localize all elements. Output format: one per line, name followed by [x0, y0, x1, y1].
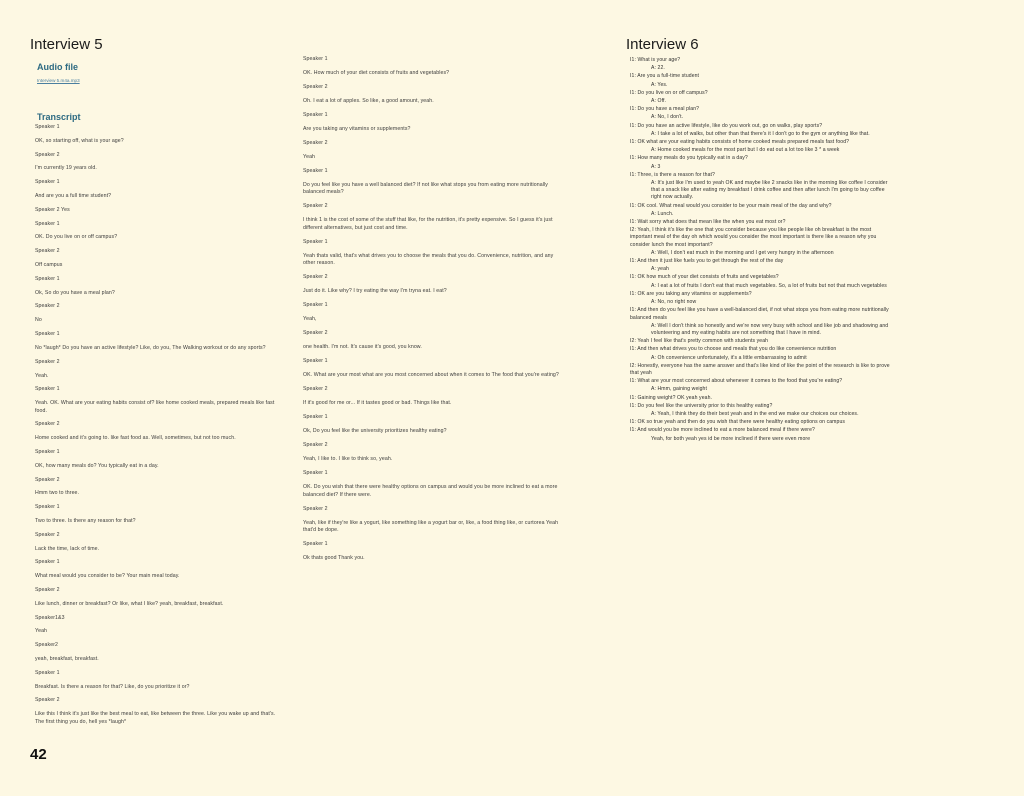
speaker-label: Speaker 1: [35, 386, 60, 393]
speaker-label: Speaker 1: [35, 559, 60, 566]
answer-line: A: No, I don't.: [651, 114, 684, 121]
question-line: I1: How many meals do you typically eat in a day?: [630, 155, 748, 162]
page-number: 42: [30, 746, 47, 763]
speaker-label: Speaker 2: [303, 386, 328, 393]
answer-line: A: yeah: [651, 266, 669, 273]
audio-file-heading: Audio file: [37, 62, 78, 72]
answer-line: A: I take a lot of walks, but other than that there's it I don't go to the gym or anything like that.: [651, 130, 870, 137]
answer-line: A: Well, I don't eat much in the morning and I get very hungry in the afternoon: [651, 249, 834, 256]
speaker-label: Speaker 2: [303, 505, 328, 512]
speaker-label: Speaker 2: [303, 84, 328, 90]
speaker-label: Speaker 2: [35, 476, 60, 483]
transcript-heading: Transcript: [37, 112, 81, 122]
question-line: I1: Gaining weight? OK yeah yeah.: [630, 394, 713, 401]
speaker-label: Speaker 2: [35, 421, 60, 428]
speaker-label: Speaker 1: [303, 112, 328, 119]
speaker-label: Speaker 2 Yes: [35, 206, 70, 213]
answer-line: A: 3: [651, 163, 661, 170]
question-line: I2: Yeah I feel like that's pretty common with students yeah: [630, 338, 769, 345]
interview-5-transcript-column-1: [35, 124, 285, 744]
speaker-label: Speaker 2: [303, 442, 328, 449]
speaker-label: Speaker 1: [303, 168, 328, 175]
transcript-line: Yeah.: [35, 372, 49, 379]
transcript-line: OK. Do you wish that there were healthy options on campus and would you be more inclined to eat a more balanced diet? If there were.: [303, 484, 558, 498]
speaker-label: Speaker2: [35, 642, 59, 649]
speaker-label: Speaker 2: [35, 303, 60, 310]
answer-line: A: Well I don't think so honestly and we're now very busy with school and like job and shadowing and volunteering and my eating habits are not something that I have in mind.: [651, 322, 889, 336]
question-line: I2: Yeah, I think it's like the one that you consider because you like people like oh breakfast is the most important meal of the day oh which would you consider the most important is there like a reason why you consider lunch the most important?: [630, 227, 877, 248]
speaker-label: Speaker 2: [303, 140, 328, 147]
answer-line: A: It's just like I'm used to yeah OK and maybe like 2 snacks like in the morning like coffee I consider that a snack like after eating my breakfast I drink coffee and then after lunch I'm going to buy coffee right now actually.: [651, 180, 888, 201]
question-line: I1: Do you have a meal plan?: [630, 106, 700, 113]
transcript-line: Yeah thats valid, that's what drives you to choose the meals that you do. Convenience, nutrition, and any other reason.: [303, 252, 554, 267]
answer-line: A: No, no right now: [651, 299, 697, 306]
transcript-line: Two to three. Is there any reason for that?: [35, 517, 136, 524]
speaker-label: Speaker 1: [35, 448, 60, 455]
speaker-label: Speaker 2: [35, 531, 60, 538]
answer-line: A: I eat a lot of fruits I don't eat that much vegetables. So, a lot of fruits but not that much vegetables: [651, 282, 887, 289]
answer-line: A: Yeah, I think they do their best yeah and in the end we make our choices our choices.: [651, 410, 859, 417]
speaker-label: Speaker 2: [303, 330, 328, 337]
speaker-label: Speaker 2: [35, 248, 60, 255]
question-line: I1: And then it just like fuels you to get through the rest of the day: [630, 258, 784, 265]
interview-5-title: Interview 5: [30, 36, 103, 53]
speaker-label: Speaker 1: [303, 358, 328, 365]
transcript-line: OK, so starting off, what is your age?: [35, 137, 124, 144]
speaker-label: Speaker 1: [35, 179, 60, 186]
transcript-line: Yeah: [303, 154, 316, 161]
interview-5-transcript-column-2: [303, 56, 561, 576]
speaker-label: Speaker1&3: [35, 614, 65, 621]
transcript-line: Oh. I eat a lot of apples. So like, a good amount, yeah.: [303, 98, 434, 105]
transcript-line: Like this I think it's just like the best meal to eat, like between the three. Like you wake up and that's. The first thing you do, hell yes *laugh*: [35, 711, 276, 725]
transcript-line: OK, how many meals do? You typically eat in a day.: [35, 462, 159, 469]
answer-line: A: Yes.: [651, 81, 668, 88]
answer-line: A: 22.: [651, 65, 665, 72]
transcript-line: And are you a full time student?: [35, 193, 112, 200]
transcript-line: Ok thats good Thank you.: [303, 555, 365, 562]
answer-line: A: Home cooked meals for the most part but I do eat out a lot too like 3 * a week: [651, 147, 840, 154]
speaker-label: Speaker 2: [303, 203, 328, 210]
transcript-line: Ok, Do you feel like the university prioritizes healthy eating?: [303, 428, 447, 435]
answer-line: Yeah, for both yeah yes id be more inclined if there were even more: [651, 435, 811, 442]
question-line: I1: Do you live on or off campus?: [630, 89, 708, 96]
transcript-line: No: [35, 317, 42, 324]
interview-6-transcript: [630, 57, 892, 507]
question-line: I1: OK so true yeah and then do you wish that there were healthy eating options on campus: [630, 419, 846, 426]
transcript-line: Home cooked and it's going to. like fast food as. Well, sometimes, but not too much.: [35, 435, 236, 442]
transcript-line: OK. Do you live on or off campus?: [35, 234, 118, 241]
transcript-line: Like lunch, dinner or breakfast? Or like, what I like? yeah, breakfast, breakfast.: [35, 600, 224, 607]
answer-line: A: Hmm, gaining weight: [651, 386, 707, 393]
transcript-line: No *laugh* Do you have an active lifestyle? Like, do you, The Walking workout or do any sports?: [35, 344, 266, 351]
speaker-label: Speaker 1: [303, 56, 328, 62]
transcript-line: Breakfast. Is there a reason for that? Like, do you prioritize it or?: [35, 683, 190, 690]
audio-file-link[interactable]: Interview 5.m4a.mp3: [37, 78, 80, 83]
transcript-line: one health. I'm not. It's cause it's good, you know.: [303, 344, 422, 351]
question-line: I1: OK are you taking any vitamins or supplements?: [630, 290, 752, 297]
transcript-line: Yeah,: [303, 316, 317, 323]
speaker-label: Speaker 1: [303, 541, 328, 548]
transcript-line: Just do it. Like why? I try eating the way I'm tryna eat. I eat?: [303, 288, 447, 295]
transcript-line: Hmm two to three.: [35, 490, 80, 497]
speaker-label: Speaker 1: [35, 331, 60, 338]
transcript-line: yeah, breakfast, breakfast.: [35, 656, 99, 663]
transcript-line: I'm currently 19 years old.: [35, 165, 97, 172]
transcript-line: If it's good for me or... If it tastes good or bad. Things like that.: [303, 400, 452, 407]
speaker-label: Speaker 1: [35, 220, 60, 227]
question-line: I1: Three, is there a reason for that?: [630, 171, 715, 178]
question-line: I1: And would you be more inclined to eat a more balanced meal if there were?: [630, 427, 815, 434]
transcript-line: Off campus: [35, 262, 63, 269]
speaker-label: Speaker 2: [35, 587, 60, 593]
question-line: I1: Do you feel like the university prior to this healthy eating?: [630, 402, 773, 409]
speaker-label: Speaker 1: [35, 275, 60, 282]
question-line: I1: OK what are your eating habits consists of home cooked meals prepared meals fast food?: [630, 139, 850, 146]
transcript-line: OK. What are your most what are you most concerned about when it comes to The food that you're eating?: [303, 372, 559, 379]
answer-line: A: Off.: [651, 98, 667, 105]
transcript-line: OK. How much of your diet consists of fruits and vegetables?: [303, 70, 450, 76]
speaker-label: Speaker 2: [35, 697, 60, 704]
transcript-line: I think 1 is the cost of some of the stuff that like, for the nutrition, it's pretty expensive. So I guess it's just different alternatives, but just cost and time.: [303, 217, 553, 231]
answer-line: A: Lunch.: [651, 210, 674, 217]
speaker-label: Speaker 1: [35, 669, 60, 676]
interview-6-title: Interview 6: [626, 36, 699, 53]
transcript-line: Are you taking any vitamins or supplements?: [303, 126, 411, 133]
question-line: I1: OK cool. What meal would you consider to be your main meal of the day and why?: [630, 202, 832, 209]
transcript-line: Yeah. OK. What are your eating habits consist of? like home cooked meals, prepared meals like fast food.: [35, 400, 275, 414]
speaker-label: Speaker 1: [303, 414, 328, 421]
transcript-line: Lack the time, lack of time.: [35, 545, 100, 552]
question-line: I1: Are you a full-time student: [630, 73, 700, 80]
transcript-line: Yeah, I like to. I like to think so, yeah.: [303, 456, 393, 463]
question-line: I1: Do you have an active lifestyle, like do you work out, go on walks, play sports?: [630, 122, 823, 129]
speaker-label: Speaker 1: [35, 124, 60, 130]
speaker-label: Speaker 2: [35, 358, 60, 365]
speaker-label: Speaker 1: [35, 504, 60, 511]
transcript-line: Do you feel like you have a well balanced diet? If not like what stops you from eating more nutritionally balanced meals?: [303, 182, 548, 196]
transcript-line: Yeah: [35, 628, 48, 635]
transcript-line: Ok, So do you have a meal plan?: [35, 289, 115, 296]
speaker-label: Speaker 2: [303, 274, 328, 281]
speaker-label: Speaker 1: [303, 302, 328, 309]
answer-line: A: Oh convenience unfortunately, it's a little embarrassing to admit: [651, 354, 807, 361]
question-line: I1: And then do you feel like you have a well-balanced diet, if not what stops you from eating more nutritionally balanced meals: [630, 307, 889, 321]
question-line: I1: Wait sorry what does that mean like the when you eat most or?: [630, 219, 786, 226]
transcript-line: Yeah, like if they're like a yogurt, like something like a yogurt bar or, like, a food thing like, or curtorea Yeah that'd be dope.: [303, 519, 559, 534]
question-line: I1: What is your age?: [630, 57, 681, 63]
question-line: I1: OK how much of your diet consists of fruits and vegetables?: [630, 274, 779, 281]
speaker-label: Speaker 1: [303, 238, 328, 245]
speaker-label: Speaker 1: [303, 470, 328, 477]
question-line: I2: Honestly, everyone has the same answer and that's like kind of like the point of the research is like to prove that yeah: [630, 362, 890, 376]
question-line: I1: And then what drives you to choose and meals that you do like convenience nutrition: [630, 346, 837, 353]
speaker-label: Speaker 2: [35, 151, 60, 158]
question-line: I1: What are your most concerned about whenever it comes to the food that you're eating?: [630, 378, 843, 385]
transcript-line: What meal would you consider to be? Your main meal today.: [35, 573, 180, 580]
